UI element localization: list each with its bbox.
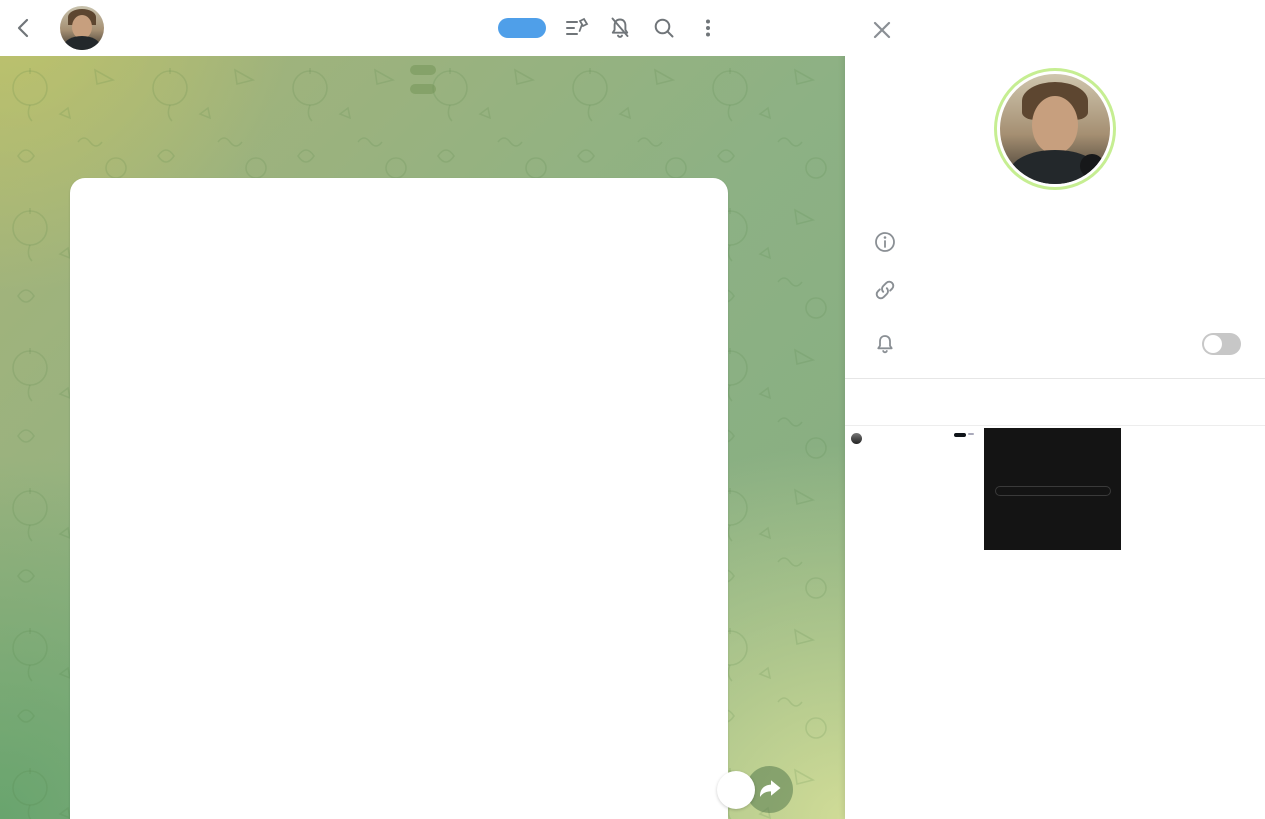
link-icon — [873, 278, 897, 302]
tweet-avatar — [851, 433, 862, 444]
chat-header — [0, 0, 845, 56]
channel-created-badge — [410, 84, 436, 94]
share-arrow-icon — [757, 778, 783, 802]
subscribe-button[interactable] — [498, 18, 546, 38]
panel-header — [845, 0, 1265, 60]
muted-bell-icon — [607, 15, 633, 41]
channel-info-panel — [845, 0, 1265, 819]
avatar-badge — [1080, 154, 1104, 178]
chart-cut-button — [995, 486, 1111, 496]
pinned-messages-list-button[interactable] — [554, 6, 598, 50]
more-menu-button[interactable] — [686, 6, 730, 50]
message-list — [0, 56, 845, 819]
channel-avatar[interactable] — [60, 6, 104, 50]
about-text — [925, 230, 953, 254]
kebab-menu-icon — [696, 16, 720, 40]
shared-media-tabs — [845, 379, 1265, 426]
profile-photo-placeholder — [1000, 74, 1110, 184]
mute-notifications-button[interactable] — [598, 6, 642, 50]
back-button[interactable] — [0, 4, 48, 52]
pinned-message-bar[interactable] — [242, 25, 474, 31]
pinned-list-icon — [563, 15, 589, 41]
media-item-tweet[interactable] — [845, 428, 982, 550]
x-logo-icon — [968, 433, 974, 435]
notifications-row[interactable] — [845, 332, 1265, 356]
media-item-chart[interactable] — [984, 428, 1121, 550]
profile-photo[interactable] — [994, 68, 1116, 190]
channel-message — [70, 178, 728, 819]
notifications-toggle[interactable] — [1202, 333, 1241, 355]
close-icon — [871, 19, 893, 41]
media-grid — [845, 426, 1265, 550]
about-row — [845, 230, 1265, 254]
close-panel-button[interactable] — [867, 15, 897, 45]
quick-reaction-button[interactable] — [717, 771, 755, 809]
bell-icon — [873, 332, 897, 356]
back-arrow-icon — [12, 16, 36, 40]
tweet-follow-button — [954, 433, 966, 437]
search-button[interactable] — [642, 6, 686, 50]
link-row — [845, 278, 1265, 302]
currency-sparkline-chart — [991, 429, 1114, 479]
chat-title-block[interactable] — [116, 27, 234, 29]
date-badge[interactable] — [410, 65, 436, 75]
info-icon — [873, 230, 897, 254]
search-icon — [651, 15, 677, 41]
